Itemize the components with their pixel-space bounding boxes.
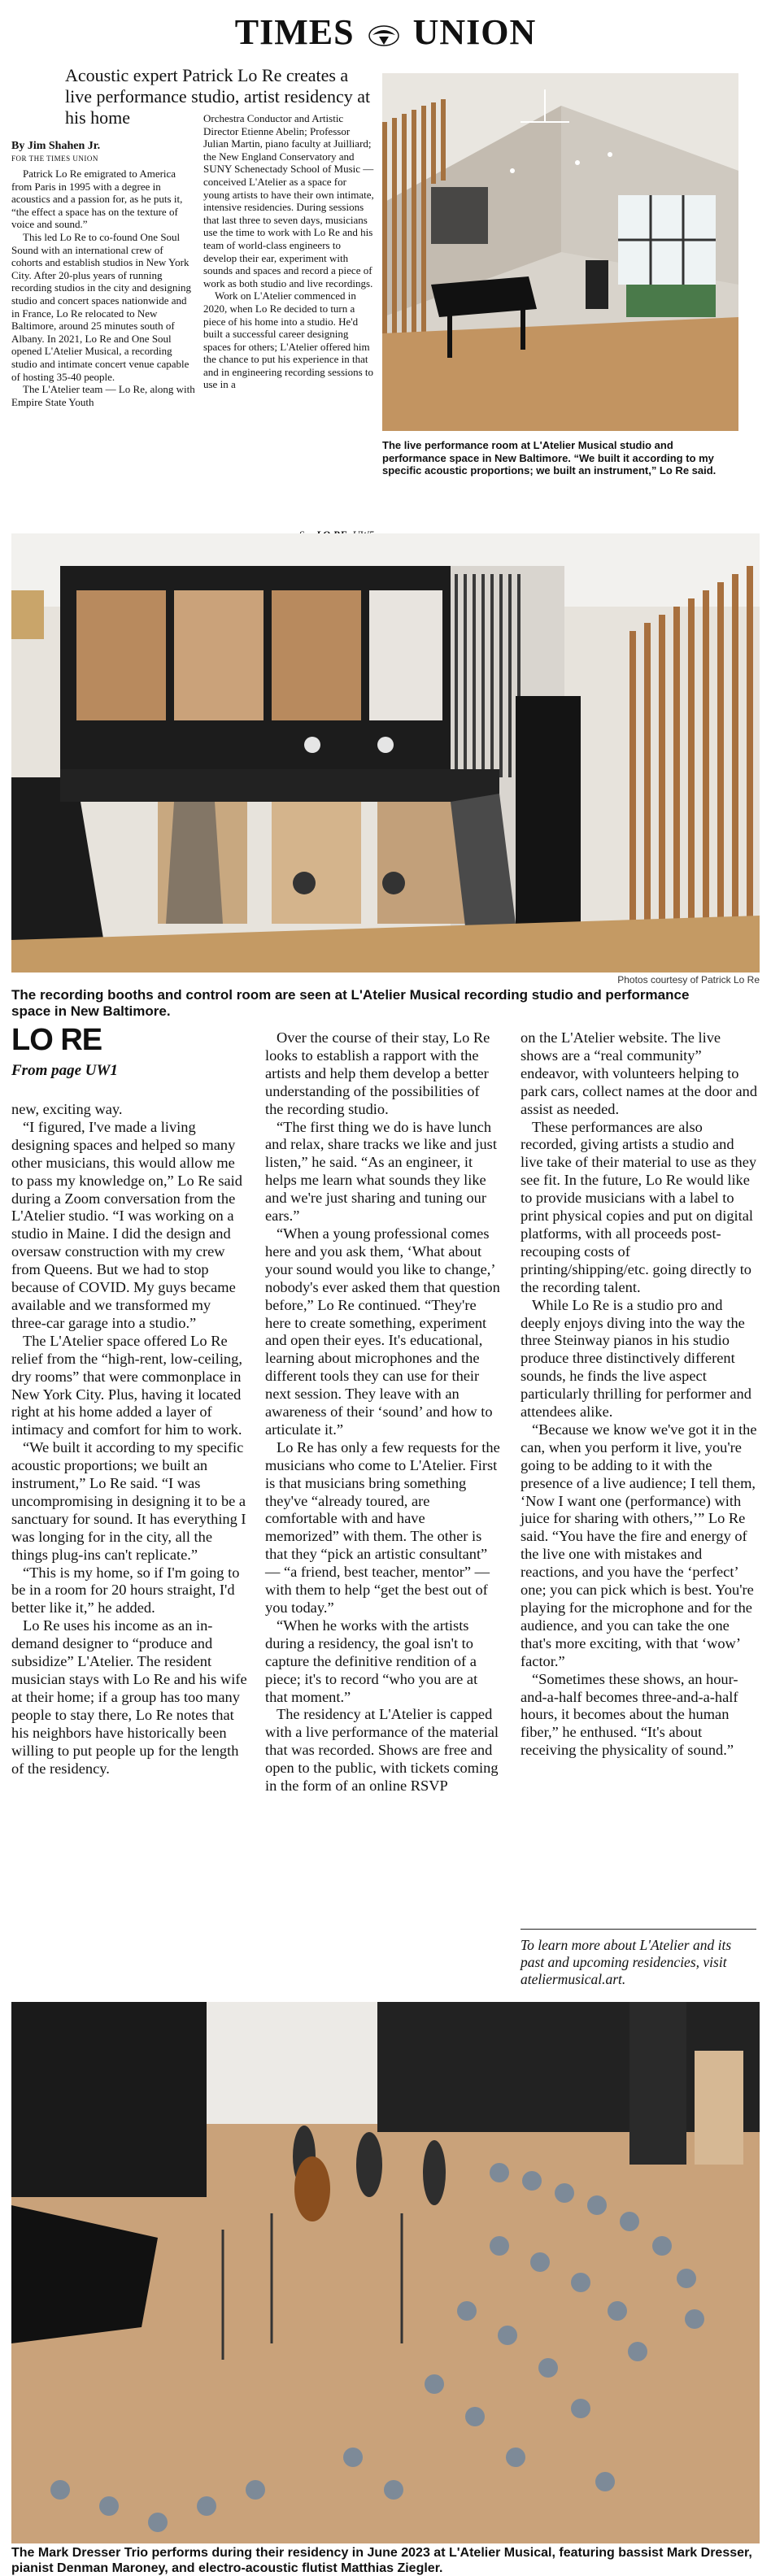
body-paragraph: “When he works with the artists during a residency, the goal isn't to capture the definitive rendition of a piece; it's to record “who you are at that moment.” — [265, 1617, 478, 1705]
section-title: LO RE — [11, 1023, 102, 1057]
intro-paragraph: Patrick Lo Re emigrated to America from Paris in 1995 with a degree in acoustics and a passion for, as he puts it, “the effect a space has on the texture of voice and sound.” — [11, 168, 183, 231]
eagle-seal-icon — [368, 24, 400, 48]
byline: By Jim Shahen Jr. — [11, 140, 101, 152]
live-room-photo — [382, 73, 738, 431]
intro-column-1 — [11, 168, 197, 408]
body-paragraph: “This is my home, so if I'm going to be in a room for 20 hours straight, I'd better like it,” he added. — [11, 1564, 240, 1617]
caption-recording-booths: The recording booths and control room are seen at L'Atelier Musical recording studio and performance space in New Baltimore. — [11, 987, 690, 1019]
body-paragraph: on the L'Atelier website. The live shows are a “real community” endeavor, with volunteers helping to park cars, collect names at the door and assist as needed. — [521, 1029, 758, 1117]
closing-divider — [521, 1929, 756, 1930]
body-paragraph: The residency at L'Atelier is capped with a live performance of the material that was recorded. Shows are free and open to the public, with tickets coming in the form of an online RSVP — [265, 1706, 499, 1795]
intro-paragraph: The L'Atelier team — Lo Re, along with Empire State Youth — [11, 383, 195, 408]
body-paragraph: Lo Re has only a few requests for the musicians who come to L'Atelier. First is that musicians bring something they've “already toured, are comfortable with and have memorized” with them. The other is that they “pick an artistic consultant” — “a friend, best teacher, mentor” — with them to help “get the best out of you today.” — [265, 1438, 500, 1616]
trio-performance-photo — [11, 2002, 760, 2543]
body-paragraph: “The first thing we do is have lunch and relax, share tracks we like and just listen,” he said. “As an engineer, it helps me learn what sounds they like and we're just sharing and tuning our ears.” — [265, 1118, 497, 1225]
body-paragraph: Over the course of their stay, Lo Re looks to establish a rapport with the artists and help them develop a better understanding of the possibilities of the recording studio. — [265, 1029, 490, 1117]
intro-paragraph: Work on L'Atelier commenced in 2020, when Lo Re decided to turn a piece of his home into a studio. He'd built a successful career designing spaces for others; L'Atelier offered him the chance to put his experience in that and in engineering recording sessions to use in a — [203, 289, 374, 391]
body-paragraph: “Because we know we've got it in the can, when you perform it live, you're going to be adding to it with the presence of a live audience; I tell them, ‘Now I want one (performance) with juice for sharing with others,’” Lo Re said. “You have the fire and energy of the live one with mistakes and reactions, and you have the ‘perfect’ one; you can pick which is best. You're playing for the microphone and for the audience, and you can take the one that's more exciting, with that ‘wow’ factor.” — [521, 1421, 757, 1669]
body-paragraph: new, exciting way. — [11, 1101, 123, 1117]
photo-credit: Photos courtesy of Patrick Lo Re — [617, 974, 760, 986]
caption-live-room: The live performance room at L'Atelier Musical studio and performance space in New Baltimore. “We built it according to my specific acoustic proportions; we built an instrument,” Lo Re said. — [382, 439, 717, 476]
body-paragraph: “Sometimes these shows, an hour-and-a-half becomes three-and-a-half hours, it becomes about the human fiber,” he enthused. “It's about receiving the physicality of sound.” — [521, 1670, 738, 1759]
recording-booths-photo — [11, 533, 760, 973]
body-paragraph: “We built it according to my specific acoustic proportions; we built an instrument,” Lo Re said. “I was uncompromising in designing it to be a sanctuary for sound. It has everything I was longing for in the city, all the things plug-ins can't replicate.” — [11, 1439, 246, 1563]
body-paragraph: The L'Atelier space offered Lo Re relief from the “high-rent, low-ceiling, dry rooms” that were commonplace in New York City. Plus, having it located right at his home added a layer of intimacy and comfort for him to work. — [11, 1332, 242, 1438]
body-column-1 — [11, 1101, 247, 1778]
intro-column-2 — [203, 112, 374, 391]
body-paragraph: These performances are also recorded, giving artists a studio and live take of their material to use as they see fit. In the future, Lo Re would like to provide musicians with a label to print physical copies and put on digital platforms, with all proceeds post-recouping costs of printing/shipping/etc. going directly to the recording talent. — [521, 1118, 757, 1295]
body-paragraph: While Lo Re is a studio pro and deeply enjoys diving into the way the three Steinway pianos in his studio produce three distinctively different sounds, he finds the live aspect particularly thrilling for performer and attendees alike. — [521, 1296, 751, 1421]
body-column-2 — [265, 1029, 501, 1795]
caption-trio: The Mark Dresser Trio performs during their residency in June 2023 at L'Atelier Musical, featuring bassist Mark Dresser, pianist Denman Maroney, and electro-acoustic flutist Matthias Ziegler. — [11, 2546, 752, 2575]
body-paragraph: Lo Re uses his income as an in-demand designer to “produce and subsidize” L'Atelier. The resident musician stays with Lo Re and his wife at their home; if a group has too many people to stay there, Lo Re notes that his neighbors have historically been willing to put people up for the length of the residency. — [11, 1617, 247, 1777]
headline: Acoustic expert Patrick Lo Re creates a live performance studio, artist residency at his home — [65, 65, 371, 128]
closing-note: To learn more about L'Atelier and its past and upcoming residencies, visit ateliermusical.art. — [521, 1937, 732, 1987]
masthead — [0, 11, 771, 53]
masthead-left: TIMES — [234, 12, 355, 52]
body-column-3 — [521, 1029, 758, 1760]
intro-paragraph: Orchestra Conductor and Artistic Director Etienne Abelin; Professor Julian Martin, piano faculty at Juilliard; the New England Conservatory and SUNY Schenectady School of Music — conceived L'Atelier as a space for young artists to have their own intimate, intensive residencies. During sessions that last three to seven days, musicians use the time to work with Lo Re and his team of world-class engineers to develop their ear, experiment with sounds and spaces and record a piece of work as both studio and live recordings. — [203, 112, 374, 289]
intro-paragraph: This led Lo Re to co-found One Soul Sound with an international crew of cohorts and establish studios in New York City. After 20-plus years of running recording studios in the city and designing studio and concert spaces nationwide and in France, Lo Re relocated to New Baltimore, around 25 minutes south of Albany. In 2021, Lo Re and One Soul opened L'Atelier Musical, a recording studio and intimate concert venue capable of hosting 35-40 people. — [11, 230, 191, 383]
body-paragraph: “I figured, I've made a living designing spaces and helped so many other musicians, this would allow me to pass my knowledge on,” Lo Re said during a Zoom conversation from the L'Atelier studio. “I was working on a studio in Maine. I did the design and oversaw construction with my crew from Queens. But we had to stop because of COVID. My guys became available and we transformed my three-car garage into a studio.” — [11, 1118, 242, 1331]
masthead-right: UNION — [412, 12, 537, 52]
from-page-label: From page UW1 — [11, 1062, 118, 1079]
byline-credit: FOR THE TIMES UNION — [11, 154, 98, 163]
body-paragraph: “When a young professional comes here and you ask them, ‘What about your sound would you like to change,’ nobody's ever asked them that question before,” Lo Re continued. “They're here to create something, experiment and open their eyes. It's educational, learning about microphones and the different tools they can use for their next session. They leave with an awareness of their ‘sound’ and how to articulate it.” — [265, 1225, 500, 1438]
